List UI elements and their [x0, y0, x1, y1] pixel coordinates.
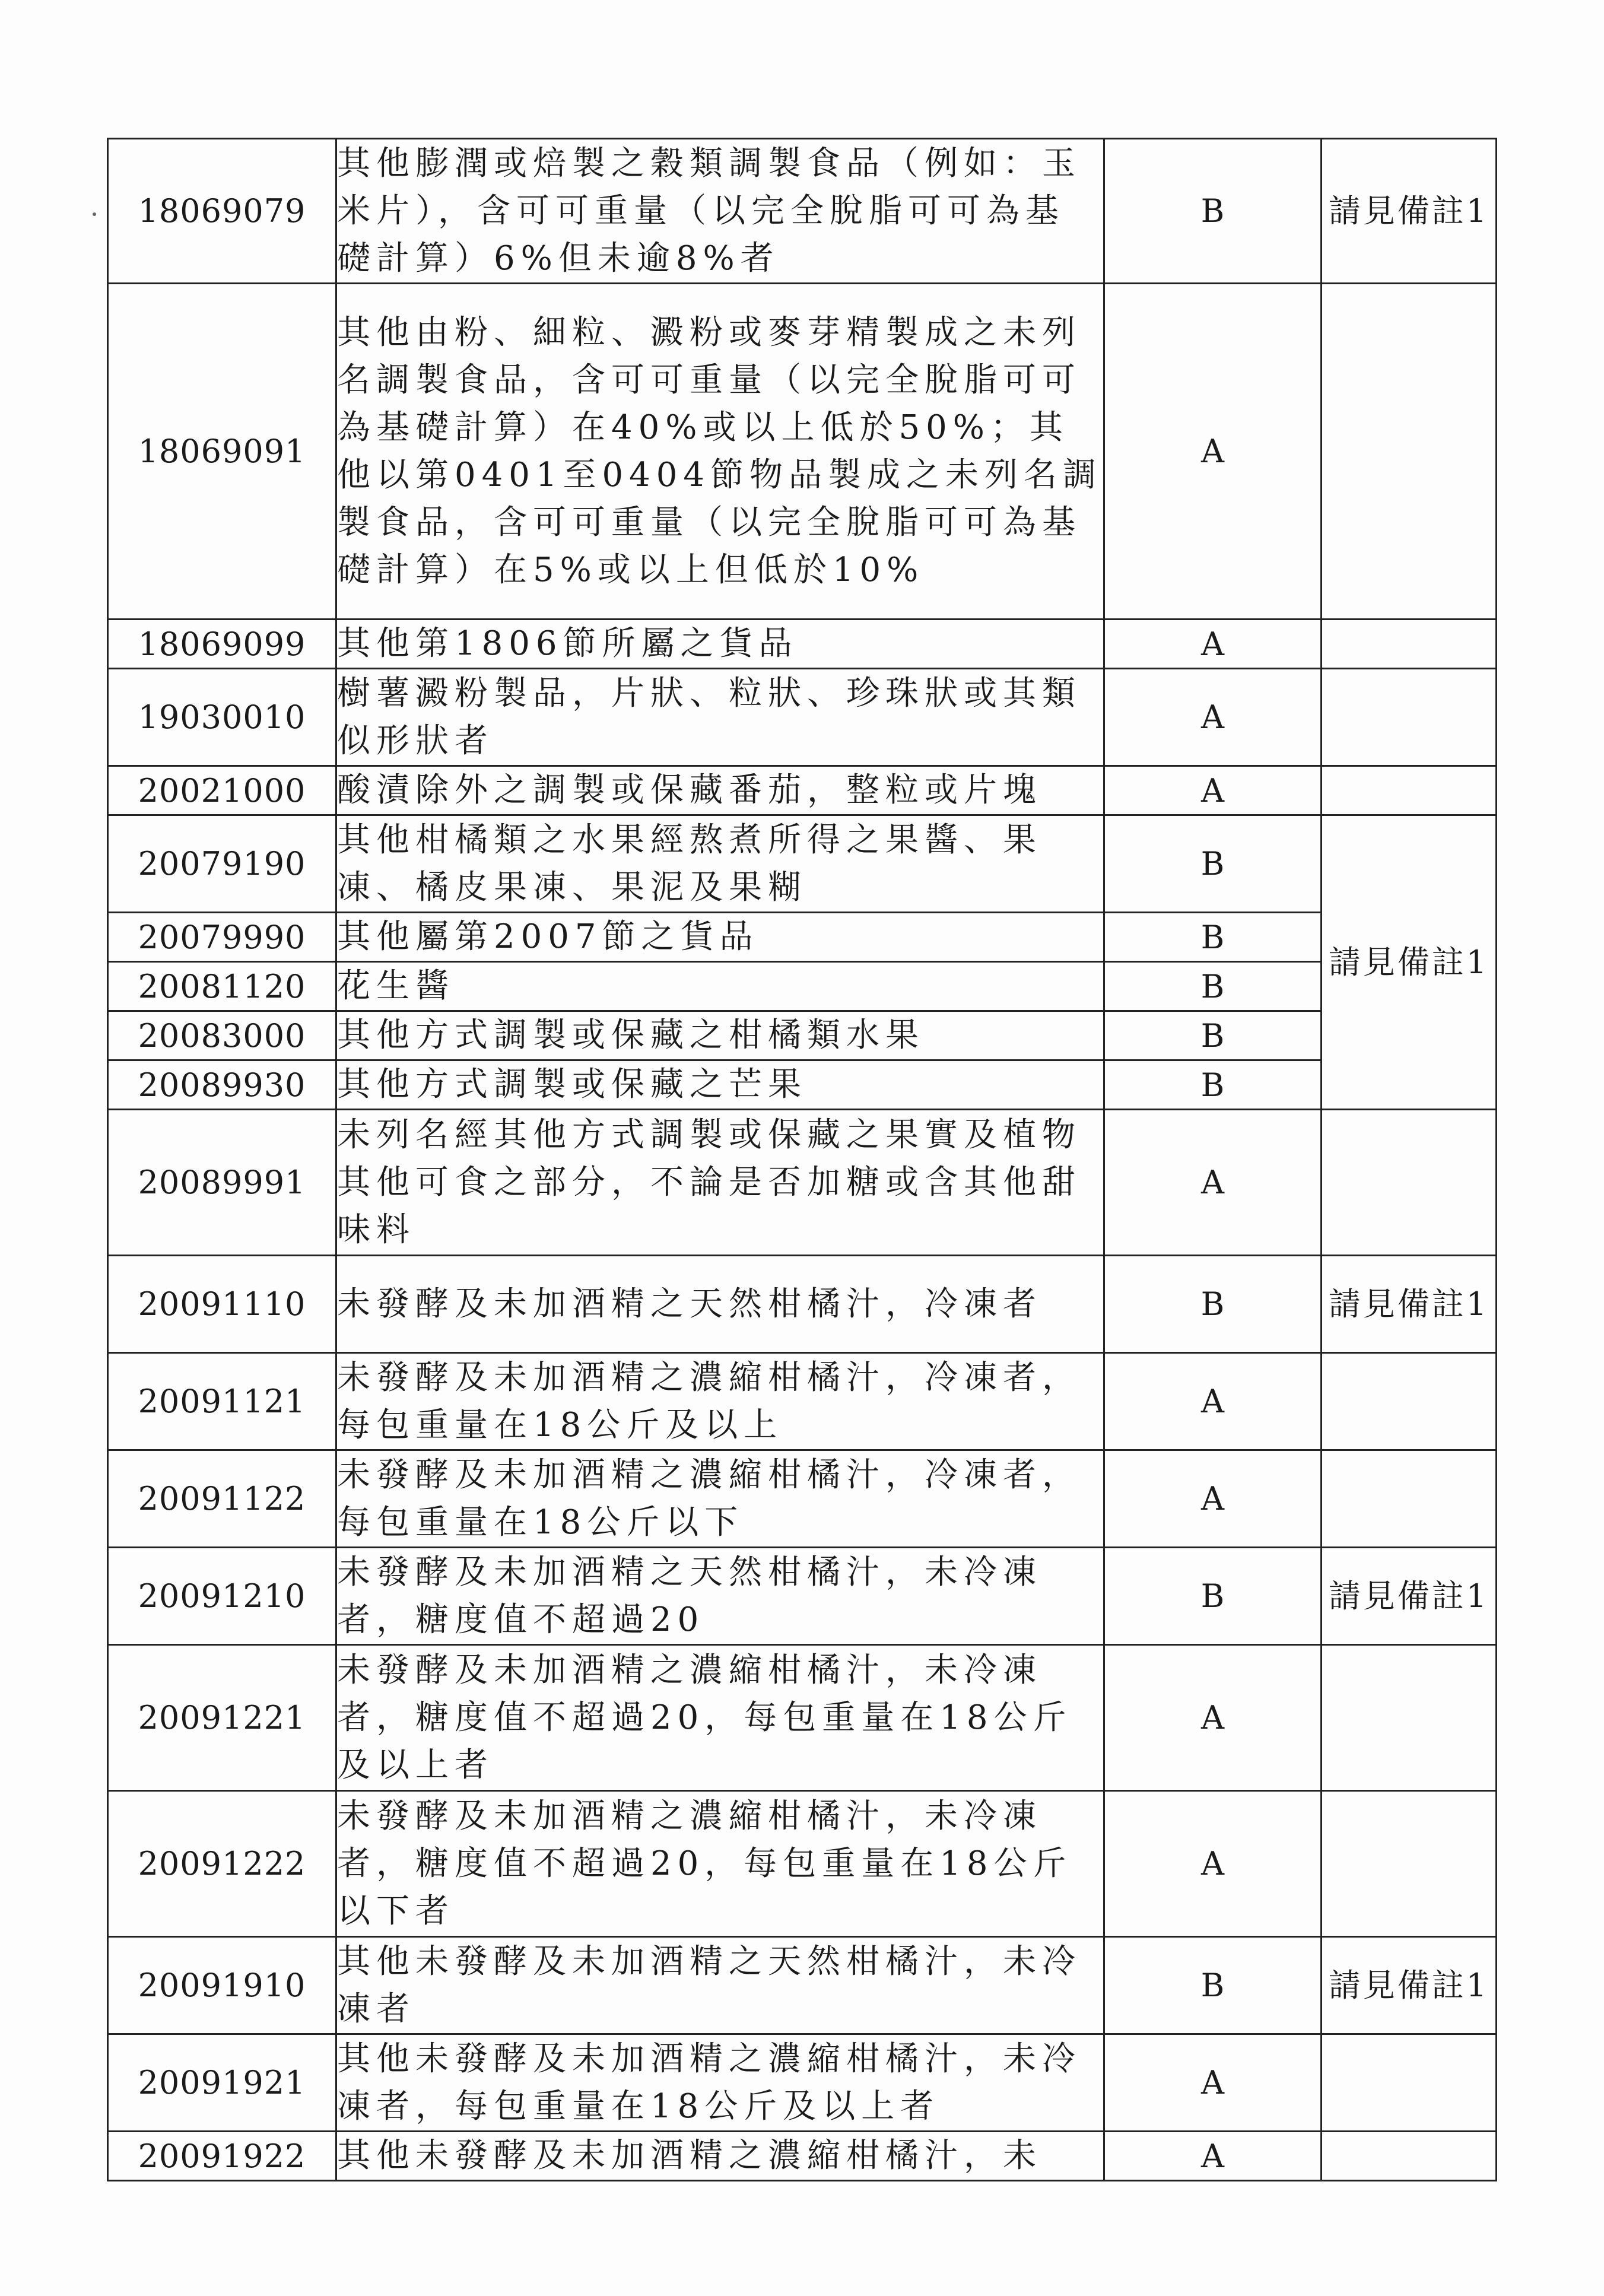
- remark: [1322, 766, 1497, 815]
- table-row: [108, 1110, 1497, 1256]
- item-description: 樹薯澱粉製品，片狀、粒狀、珍珠狀或其類似形狀者: [336, 669, 1104, 766]
- hs-code: 20091210: [108, 1548, 336, 1645]
- category: B: [1104, 1937, 1322, 2034]
- item-description: 酸漬除外之調製或保藏番茄，整粒或片塊: [336, 766, 1104, 815]
- item-description: 未發酵及未加酒精之濃縮柑橘汁，未冷凍者，糖度值不超過20，每包重量在18公斤以下者: [336, 1791, 1104, 1937]
- item-description: 未發酵及未加酒精之濃縮柑橘汁，冷凍者，每包重量在18公斤以下: [336, 1450, 1104, 1548]
- hs-code: 20091921: [108, 2034, 336, 2132]
- item-description: 其他未發酵及未加酒精之天然柑橘汁，未冷凍者: [336, 1937, 1104, 2034]
- item-description: 其他由粉、細粒、澱粉或麥芽精製成之未列名調製食品，含可可重量（以完全脫脂可可為基礎計算）在40%或以上低於50%；其他以第0401至0404節物品製成之未列名調製食品，含可可重量（以完全脫脂可可為基礎計算）在5%或以上但低於10%: [336, 284, 1104, 620]
- remark: [1322, 2034, 1497, 2132]
- table-row: [108, 815, 1497, 913]
- hs-code: 18069079: [108, 139, 336, 284]
- item-description: 花生醬: [336, 962, 1104, 1011]
- item-description: 其他方式調製或保藏之柑橘類水果: [336, 1011, 1104, 1060]
- hs-code: 20091122: [108, 1450, 336, 1548]
- category: A: [1104, 766, 1322, 815]
- table-row: [108, 1791, 1497, 1937]
- table-row: [108, 284, 1497, 620]
- table-row: [108, 620, 1497, 669]
- item-description: 未發酵及未加酒精之濃縮柑橘汁，未冷凍者，糖度值不超過20，每包重量在18公斤及以上者: [336, 1645, 1104, 1791]
- hs-code: 20083000: [108, 1011, 336, 1060]
- remark: 請見備註1: [1322, 815, 1497, 1110]
- hs-code: 20079990: [108, 913, 336, 962]
- table-row: [108, 1353, 1497, 1450]
- category: A: [1104, 1450, 1322, 1548]
- item-description: 其他方式調製或保藏之芒果: [336, 1060, 1104, 1110]
- item-description: 未列名經其他方式調製或保藏之果實及植物其他可食之部分，不論是否加糖或含其他甜味料: [336, 1110, 1104, 1256]
- table-row: [108, 2132, 1497, 2181]
- table-row: [108, 1256, 1497, 1353]
- hs-code: 18069099: [108, 620, 336, 669]
- item-description: 其他第1806節所屬之貨品: [336, 620, 1104, 669]
- category: B: [1104, 139, 1322, 284]
- category: B: [1104, 1011, 1322, 1060]
- item-description: 其他未發酵及未加酒精之濃縮柑橘汁，未冷凍者，每包重量在18公斤及以上者: [336, 2034, 1104, 2132]
- category: A: [1104, 669, 1322, 766]
- tariff-table: [107, 138, 1497, 2181]
- remark: 請見備註1: [1322, 1256, 1497, 1353]
- remark: 請見備註1: [1322, 139, 1497, 284]
- remark: [1322, 1353, 1497, 1450]
- table-row: [108, 1450, 1497, 1548]
- category: A: [1104, 284, 1322, 620]
- table-row: [108, 2034, 1497, 2132]
- remark: [1322, 1645, 1497, 1791]
- item-description: 其他膨潤或焙製之穀類調製食品（例如：玉米片），含可可重量（以完全脫脂可可為基礎計算）6%但未逾8%者: [336, 139, 1104, 284]
- table-row: [108, 669, 1497, 766]
- item-description: 未發酵及未加酒精之天然柑橘汁，冷凍者: [336, 1256, 1104, 1353]
- remark: 請見備註1: [1322, 1937, 1497, 2034]
- hs-code: 20091922: [108, 2132, 336, 2181]
- category: B: [1104, 815, 1322, 913]
- category: B: [1104, 962, 1322, 1011]
- category: B: [1104, 1256, 1322, 1353]
- remark: [1322, 284, 1497, 620]
- hs-code: 19030010: [108, 669, 336, 766]
- hs-code: 20021000: [108, 766, 336, 815]
- category: B: [1104, 1060, 1322, 1110]
- item-description: 其他未發酵及未加酒精之濃縮柑橘汁，未: [336, 2132, 1104, 2181]
- remark: [1322, 2132, 1497, 2181]
- scan-speck: [93, 212, 96, 216]
- table-row: [108, 766, 1497, 815]
- category: B: [1104, 913, 1322, 962]
- category: A: [1104, 2132, 1322, 2181]
- hs-code: 20091110: [108, 1256, 336, 1353]
- table-row: [108, 139, 1497, 284]
- category: A: [1104, 1110, 1322, 1256]
- table-row: [108, 1060, 1497, 1110]
- table-row: [108, 1011, 1497, 1060]
- item-description: 其他柑橘類之水果經熬煮所得之果醬、果凍、橘皮果凍、果泥及果糊: [336, 815, 1104, 913]
- remark: [1322, 620, 1497, 669]
- hs-code: 20079190: [108, 815, 336, 913]
- remark: 請見備註1: [1322, 1548, 1497, 1645]
- category: A: [1104, 2034, 1322, 2132]
- table-row: [108, 1548, 1497, 1645]
- table-row: [108, 1937, 1497, 2034]
- hs-code: 20091222: [108, 1791, 336, 1937]
- hs-code: 20089991: [108, 1110, 336, 1256]
- category: A: [1104, 620, 1322, 669]
- remark: [1322, 1110, 1497, 1256]
- hs-code: 20091221: [108, 1645, 336, 1791]
- remark: [1322, 1450, 1497, 1548]
- category: A: [1104, 1645, 1322, 1791]
- hs-code: 20091910: [108, 1937, 336, 2034]
- category: A: [1104, 1353, 1322, 1450]
- item-description: 未發酵及未加酒精之濃縮柑橘汁，冷凍者，每包重量在18公斤及以上: [336, 1353, 1104, 1450]
- hs-code: 20081120: [108, 962, 336, 1011]
- hs-code: 18069091: [108, 284, 336, 620]
- category: A: [1104, 1791, 1322, 1937]
- hs-code: 20091121: [108, 1353, 336, 1450]
- hs-code: 20089930: [108, 1060, 336, 1110]
- table-row: [108, 1645, 1497, 1791]
- category: B: [1104, 1548, 1322, 1645]
- remark: [1322, 1791, 1497, 1937]
- item-description: 其他屬第2007節之貨品: [336, 913, 1104, 962]
- table-row: [108, 962, 1497, 1011]
- remark: [1322, 669, 1497, 766]
- table-row: [108, 913, 1497, 962]
- item-description: 未發酵及未加酒精之天然柑橘汁，未冷凍者，糖度值不超過20: [336, 1548, 1104, 1645]
